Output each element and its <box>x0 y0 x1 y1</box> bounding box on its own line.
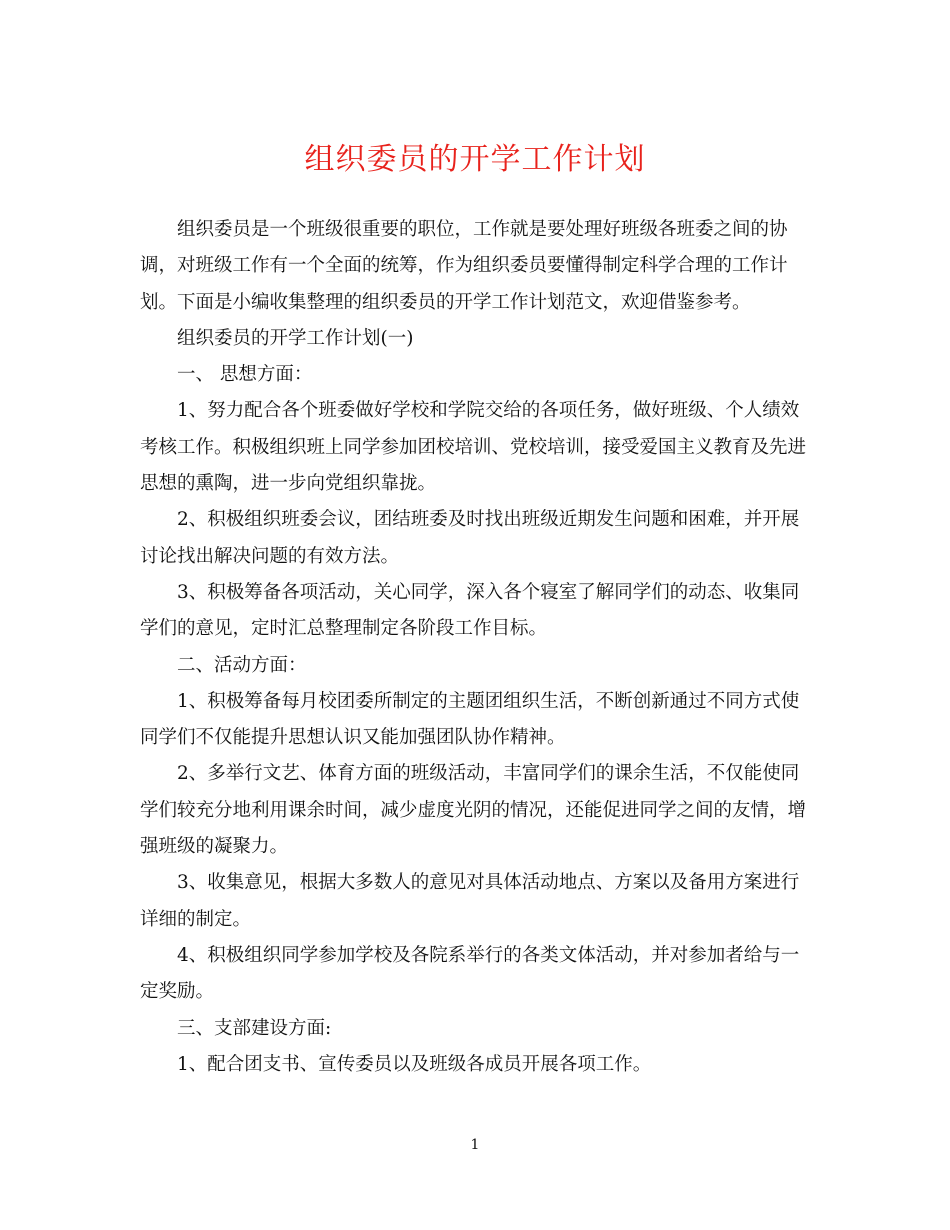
text-line: 一、 思想方面： <box>177 364 313 386</box>
text-line: 划。下面是小编收集整理的组织委员的开学工作计划范文，欢迎借鉴参考。 <box>140 291 751 313</box>
text-line: 组织委员的开学工作计划(一) <box>177 327 414 349</box>
paragraph-intro <box>140 212 812 321</box>
text-line: 讨论找出解决问题的有效方法。 <box>140 545 400 567</box>
text-line: 详细的制定。 <box>140 908 252 930</box>
paragraph-item-2-3 <box>140 865 812 938</box>
text-line: 学们的意见，定时汇总整理制定各阶段工作目标。 <box>140 618 548 640</box>
paragraph-subtitle <box>140 321 812 357</box>
text-line: 二、活动方面： <box>177 654 307 676</box>
paragraph-heading-3 <box>140 1011 812 1047</box>
paragraph-item-2-4 <box>140 938 812 1011</box>
text-line: 1、积极筹备每月校团委所制定的主题团组织生活，不断创新通过不同方式使 <box>177 690 800 712</box>
paragraph-item-1-1 <box>140 393 812 502</box>
text-line: 2、积极组织班委会议，团结班委及时找出班级近期发生问题和困难，并开展 <box>177 509 800 531</box>
document-title: 组织委员的开学工作计划 <box>304 142 646 177</box>
document-body <box>140 212 812 1083</box>
text-line: 同学们不仅能提升思想认识又能加强团队协作精神。 <box>140 727 566 749</box>
text-line: 强班级的凝聚力。 <box>140 836 289 858</box>
paragraph-item-1-3 <box>140 575 812 648</box>
text-line: 组织委员是一个班级很重要的职位，工作就是要处理好班级各班委之间的协 <box>177 219 788 240</box>
text-line: 3、收集意见，根据大多数人的意见对具体活动地点、方案以及备用方案进行 <box>177 872 800 894</box>
paragraph-item-1-2 <box>140 502 812 575</box>
text-line: 三、支部建设方面: <box>177 1017 332 1039</box>
page-number: 1 <box>470 1137 480 1153</box>
text-line: 思想的熏陶，进一步向党组织靠拢。 <box>140 473 437 495</box>
paragraph-item-2-2 <box>140 756 812 865</box>
text-line: 调，对班级工作有一个全面的统筹，作为组织委员要懂得制定科学合理的工作计 <box>140 255 788 277</box>
paragraph-heading-1 <box>140 357 812 393</box>
paragraph-item-3-1 <box>140 1047 812 1083</box>
text-line: 1、努力配合各个班委做好学校和学院交给的各项任务，做好班级、个人绩效 <box>177 400 800 422</box>
text-line: 学们较充分地利用课余时间，减少虚度光阴的情况，还能促进同学之间的友情，增 <box>140 799 807 821</box>
text-line: 1、配合团支书、宣传委员以及班级各成员开展各项工作。 <box>177 1053 652 1075</box>
text-line: 考核工作。积极组织班上同学参加团校培训、党校培训，接受爱国主义教育及先进 <box>140 436 807 458</box>
text-line: 4、积极组织同学参加学校及各院系举行的各类文体活动，并对参加者给与一 <box>177 944 800 966</box>
paragraph-heading-2 <box>140 648 812 684</box>
paragraph-item-2-1 <box>140 684 812 757</box>
text-line: 2、多举行文艺、体育方面的班级活动，丰富同学们的课余生活，不仅能使同 <box>177 763 800 785</box>
text-line: 3、积极筹备各项活动，关心同学，深入各个寝室了解同学们的动态、收集同 <box>177 581 800 603</box>
text-line: 定奖励。 <box>140 981 215 1003</box>
